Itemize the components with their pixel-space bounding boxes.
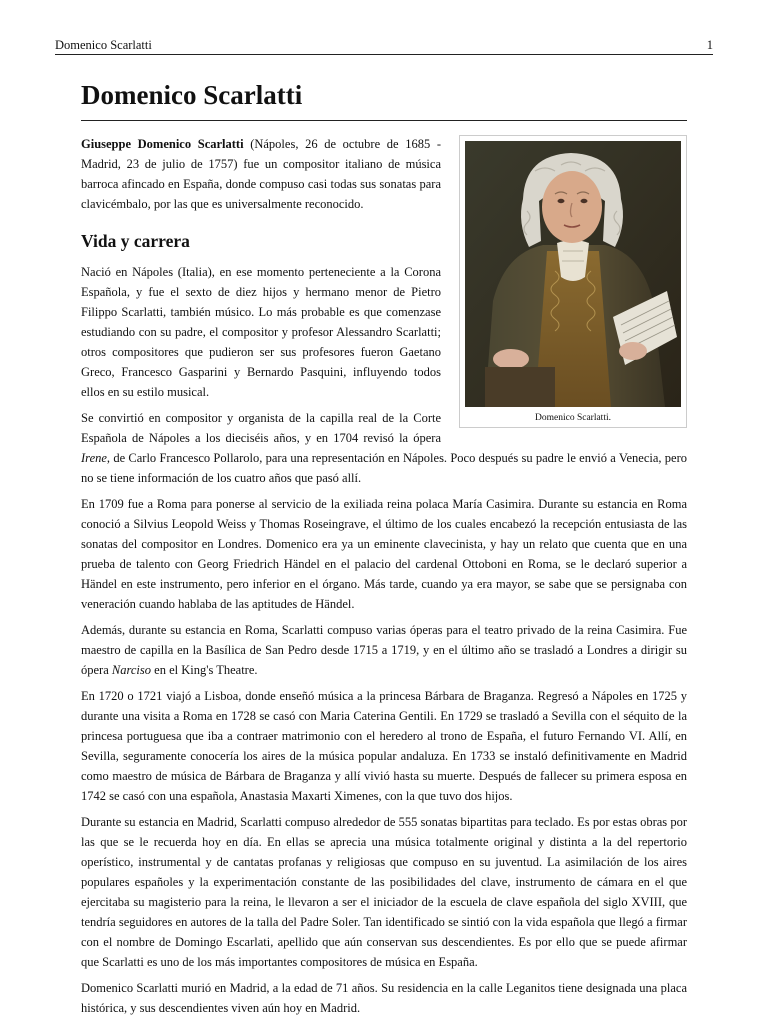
portrait-image [465, 141, 681, 407]
running-header [55, 38, 713, 55]
section-heading: Vida y carrera [81, 231, 190, 251]
article-body [81, 80, 687, 1024]
paragraph-3: En 1709 fue a Roma para ponerse al servicio de la exiliada reina polaca María Casimira. Durante su estancia en Roma conoció a Silvius Leopold Weiss y Thomas Roseingrave, el último de los cuales encabezó la recepción entusiasta de las sonatas del compositor en Londres. Domenico era ya un eminente clavecinista, y hay un relato que cuenta que en una prueba de talento con Georg Friedrich Händel en el palacio del cardenal Ottoboni en Roma, se le declaró superior a Händel en este instrumento, pero inferior en el órgano. Más tarde, cuando ya era mayor, se sabe que se persignaba con veneración cuando hablaba de las aptitudes de Händel. [81, 497, 687, 611]
paragraph-4-text-b: en el King's Theatre. [151, 663, 258, 677]
article-title: Domenico Scarlatti [81, 80, 687, 121]
portrait-figure [459, 135, 687, 428]
intro-bold-name: Giuseppe Domenico Scarlatti [81, 137, 244, 151]
paragraph-5: En 1720 o 1721 viajó a Lisboa, donde enseñó música a la princesa Bárbara de Braganza. Regresó a Nápoles en 1725 y durante una visita a Roma en 1728 se casó con Maria Caterina Gentili. En 1729 se trasladó a Sevilla con el séquito de la princesa portuguesa que iba a contraer matrimonio con el heredero al trono de España, el futuro Fernando VI. Allí, en Sevilla, seguramente conocería los aires de la música popular andaluza. En 1733 se instaló definitivamente en Madrid como maestro de música de Bárbara de Braganza y allí vivió hasta su muerte. Después de fallecer su primera esposa en 1742 se casó con una española, Anastasia Maxarti Ximenes, con la que tuvo dos hijos. [81, 689, 687, 803]
figure-caption: Domenico Scarlatti. [535, 413, 611, 423]
opera-title-narciso: Narciso [111, 663, 152, 677]
paragraph-4 [81, 620, 687, 680]
intro-text: (Nápoles, 26 de octubre de 1685 - Madrid, 23 de julio de 1757) fue un compositor italiano de música barroca afincado en España, donde compuso casi todas sus sonatas para clavicémbalo, por las que es universalmente reconocido. [81, 137, 441, 211]
paragraph-6: Durante su estancia en Madrid, Scarlatti compuso alrededor de 555 sonatas bipartitas para teclado. Es por estas obras por las que se le recuerda hoy en día. En ellas se aprecia una música totalmente original y distinta a la del repertorio operístico, instrumental y de cantatas profanas y religiosas que compuso en su juventud. La asimilación de los aires populares españoles y la experimentación constante de las posibilidades del clave, instrumento de cámara en el que ejercitaba su magisterio para la reina, le llevaron a ser el iniciador de la escuela de clave española del siglo XVIII, que tendría seguidores en autores de la talla del Padre Soler. Tan identificado se sintió con la vida española que llegó a firmar con el nombre de Domingo Escarlati, apellido que aún conservan sus descendientes. Es por ello que se puede afirmar que Scarlatti es uno de los más importantes compositores de música en España. [81, 815, 687, 969]
paragraph-7: Domenico Scarlatti murió en Madrid, a la edad de 71 años. Su residencia en la calle Leganitos tiene designada una placa histórica, y sus descendientes viven aún hoy en Madrid. [81, 981, 687, 1015]
paragraph-2-text-b: , de Carlo Francesco Pollarolo, para una representación en Nápoles. Poco después su padre le envió a Venecia, pero no se tiene información de los cuatro años que pasó allí. [81, 451, 687, 485]
paragraph-1: Nació en Nápoles (Italia), en ese momento perteneciente a la Corona Española, y fue el sexto de diez hijos y hermano menor de Pietro Filippo Scarlatti, también músico. Lo más probable es que comenzase estudiando con su padre, el compositor y profesor Alessandro Scarlatti; otros compositores que pudieron ser sus profesores fueron Gaetano Greco, Francesco Gasparini y Bernardo Pasquini, influyendo todos ellos en su estilo musical. [81, 265, 441, 399]
opera-title-irene: Irene [81, 451, 107, 465]
running-header-title: Domenico Scarlatti [55, 38, 152, 52]
paragraph-2-text-a: Se convirtió en compositor y organista de la capilla real de la Corte Española de Nápoles a los dieciséis años, y en 1704 revisó la ópera [81, 411, 441, 445]
page-number: 1 [706, 38, 713, 52]
paragraph-4-text-a: Además, durante su estancia en Roma, Scarlatti compuso varias óperas para el teatro privado de la reina Casimira. Fue maestro de capilla en la Basílica de San Pedro desde 1715 a 1719, y en el último año se trasladó a Londres a dirigir su ópera [81, 623, 687, 677]
